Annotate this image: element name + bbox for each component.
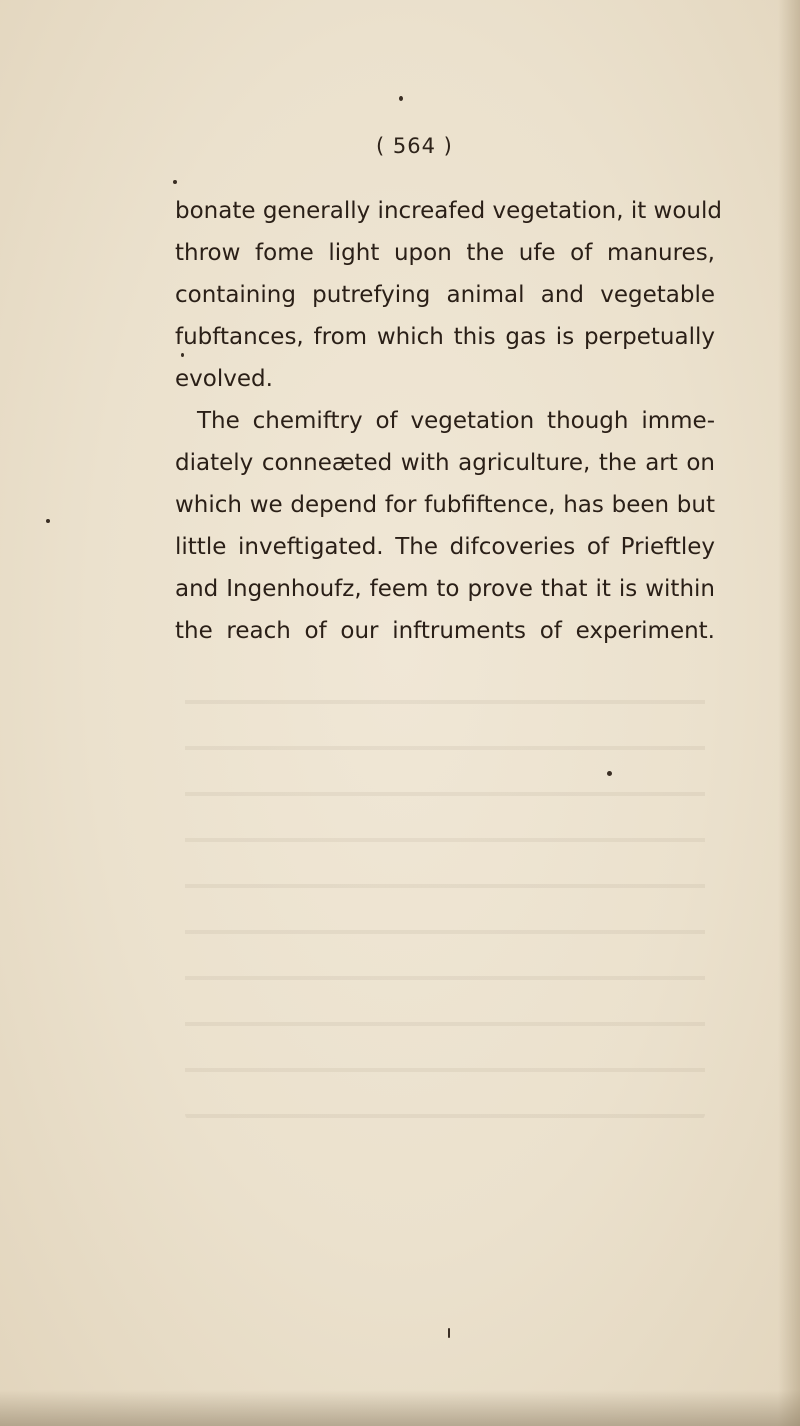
text-line-2: throw fome light upon the ufe of manures, [175, 240, 715, 266]
ink-speck [173, 180, 177, 184]
page-edge-shadow-bottom [0, 1390, 800, 1426]
text-line-4: fubftances, from which this gas is perpetually [175, 324, 715, 350]
ink-speck [46, 519, 50, 523]
text-line-3: containing putrefying animal and vegetable [175, 282, 715, 308]
ink-speck [448, 1328, 450, 1338]
page-edge-shadow-right [778, 0, 800, 1426]
bleed-through-texture [185, 670, 705, 1120]
ink-speck [607, 771, 612, 776]
text-line-10: and Ingenhoufz, feem to prove that it is within [175, 576, 715, 602]
body-text [175, 190, 722, 652]
text-line-6: The chemiftry of vegetation though imme- [197, 408, 715, 434]
text-line-11: the reach of our inftruments of experiment. [175, 618, 715, 644]
text-line-8: which we depend for fubfiftence, has been but [175, 492, 715, 518]
text-line-5: evolved. [175, 366, 273, 392]
text-line-7: diately conneæted with agriculture, the art on [175, 450, 715, 476]
text-line-1: bonate generally increafed vegetation, it would [175, 198, 722, 224]
ink-speck [181, 353, 184, 357]
ink-speck [399, 96, 403, 101]
text-line-9: little inveftigated. The difcoveries of Prieftley [175, 534, 715, 560]
page-number: ( 564 ) [376, 134, 453, 158]
